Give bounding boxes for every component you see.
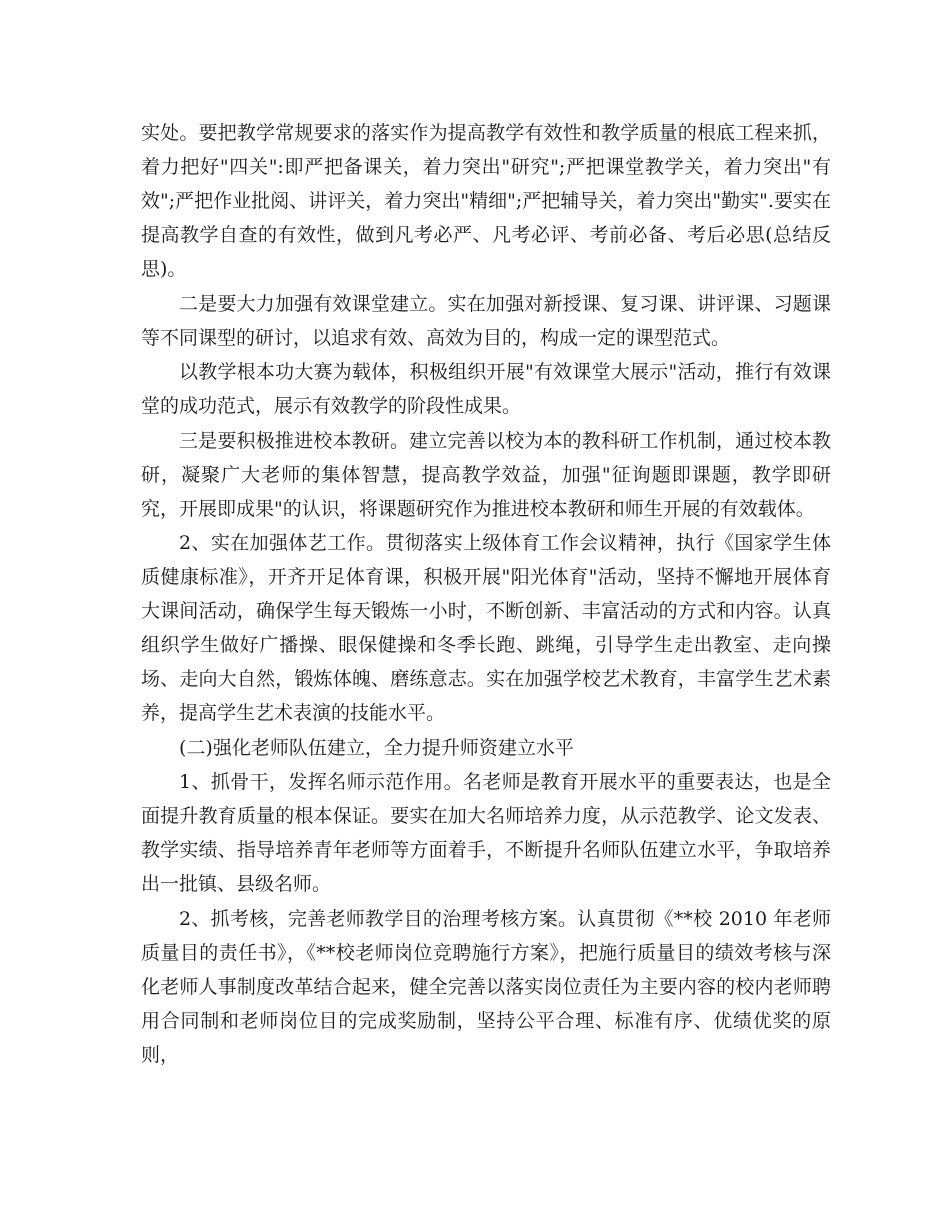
paragraph-effective-classroom: 二是要大力加强有效课堂建立。实在加强对新授课、复习课、讲评课、习题课等不同课型的研讨，以追求有效、高效为目的，构成一定的课型范式。 <box>141 292 831 349</box>
section-heading-teacher-team: (二)强化老师队伍建立，全力提升师资建立水平 <box>179 736 574 759</box>
paragraph-assessment: 2、抓考核，完善老师教学目的治理考核方案。认真贯彻《**校 2010 年老师质量目的责任书》，《**校老师岗位竞聘施行方案》，把施行质量目的绩效考核与深化老师人事制度改革结合起来，健全完善以落实岗位责任为主要内容的校内老师聘用合同制和老师岗位目的完成奖励制，坚持公平合理、标准有序、优绩优奖的原则， <box>141 907 831 1066</box>
paragraph-sports-arts: 2、实在加强体艺工作。贯彻落实上级体育工作会议精神，执行《国家学生体质健康标准》，开齐开足体育课，积极开展"阳光体育"活动，坚持不懈地开展体育大课间活动，确保学生每天锻炼一小时，不断创新、丰富活动的方式和内容。认真组织学生做好广播操、眼保健操和冬季长跑、跳绳，引导学生走出教室、走向操场、走向大自然，锻炼体魄、磨练意志。实在加强学校艺术教育，丰富学生艺术素养，提高学生艺术表演的技能水平。 <box>141 532 831 724</box>
document-body <box>141 116 831 1072</box>
paragraph-teaching-competition: 以教学根本功大赛为载体，积极组织开展"有效课堂大展示"活动，推行有效课堂的成功范式，展示有效教学的阶段性成果。 <box>141 361 831 417</box>
paragraph-continuation: 实处。要把教学常规要求的落实作为提高教学有效性和教学质量的根底工程来抓，着力把好"四关":即严把备课关，着力突出"研究";严把课堂教学关，着力突出"有效";严把作业批阅、讲评关，着力突出"精细";严把辅导关，着力突出"勤实".要实在提高教学自查的有效性，做到凡考必严、凡考必评、考前必备、考后必思(总结反思)。 <box>141 122 831 280</box>
paragraph-school-research: 三是要积极推进校本教研。建立完善以校为本的教科研工作机制，通过校本教研，凝聚广大老师的集体智慧，提高教学效益，加强"征询题即课题，教学即研究，开展即成果"的认识，将课题研究作为推进校本教研和师生开展的有效载体。 <box>141 429 831 520</box>
paragraph-key-teachers: 1、抓骨干，发挥名师示范作用。名老师是教育开展水平的重要表达，也是全面提升教育质量的根本保证。要实在加大名师培养力度，从示范教学、论文发表、教学实绩、指导培养青年老师等方面着手，不断提升名师队伍建立水平，争取培养出一批镇、县级名师。 <box>141 771 831 895</box>
